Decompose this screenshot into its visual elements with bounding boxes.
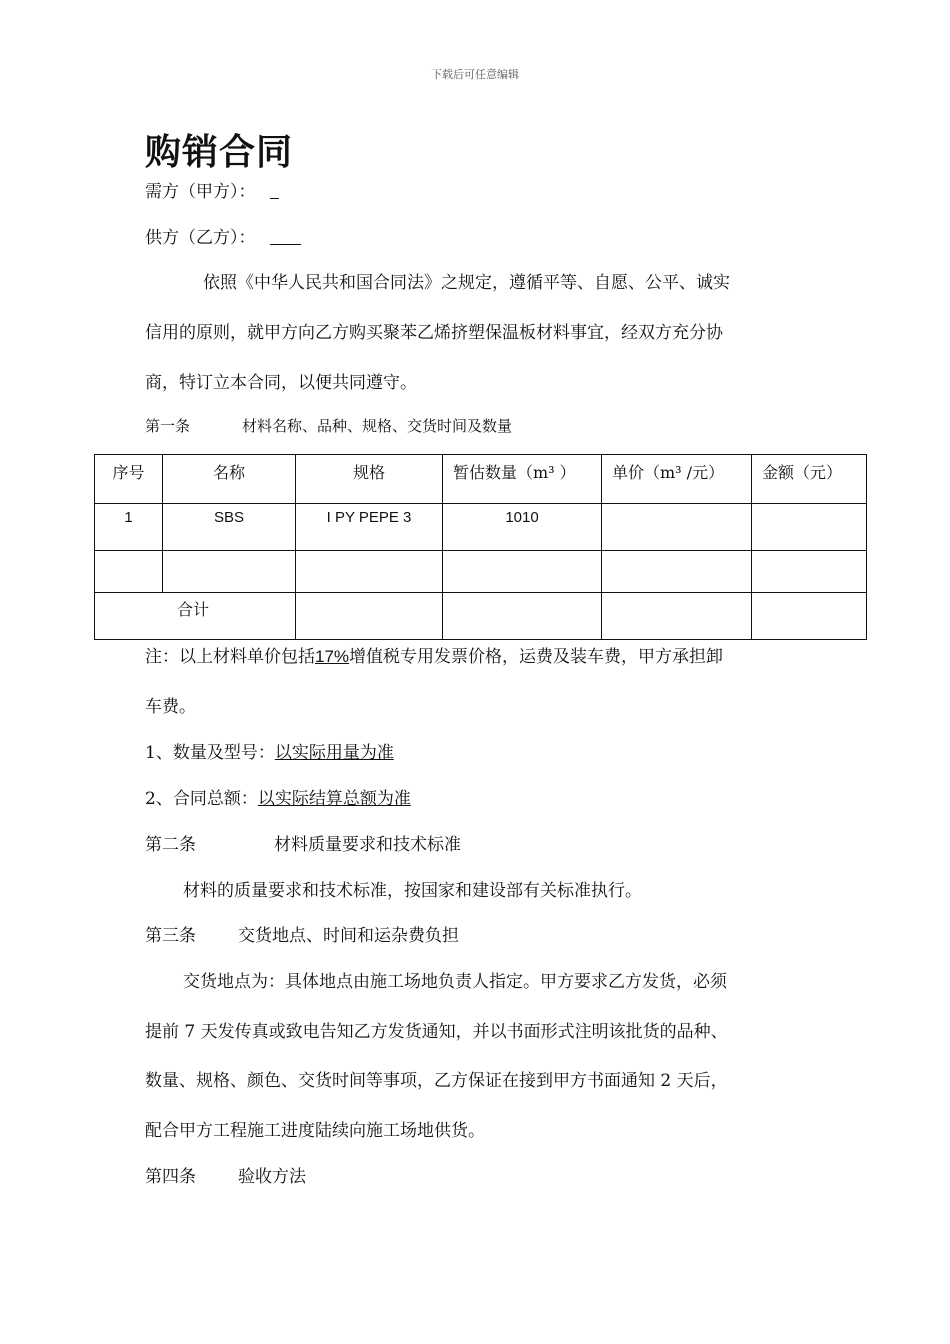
cell-empty[interactable]: [602, 551, 752, 593]
cell-empty[interactable]: [163, 551, 296, 593]
cell-empty[interactable]: [443, 551, 602, 593]
header-cell-name: 名称: [163, 455, 296, 504]
item-1-line: [145, 738, 400, 763]
item-1-label: 1、数量及型号：: [145, 743, 275, 763]
cell-total-label: 合计: [95, 593, 296, 640]
item-2-value: 以实际结算总额为准: [257, 789, 411, 809]
page-header: 下载后可任意编辑: [431, 68, 519, 81]
table-total-row: [95, 593, 867, 640]
table-header-row: [95, 455, 867, 504]
cell-index: 1: [95, 504, 163, 551]
article-2-number: 第二条: [145, 835, 196, 855]
note-after: 增值税专用发票价格，运费及装车费，甲方承担卸: [349, 647, 724, 667]
article-1-heading: [145, 415, 512, 436]
cell-spec: I PY PEPE 3: [296, 504, 443, 551]
party-b-label: 供方（乙方）：: [145, 228, 256, 248]
header-cell-spec: 规格: [296, 455, 443, 504]
cell-total-empty[interactable]: [296, 593, 443, 640]
cell-total-empty[interactable]: [443, 593, 602, 640]
article-3-heading: [145, 921, 459, 946]
cell-empty[interactable]: [95, 551, 163, 593]
table-row: [95, 504, 867, 551]
cell-empty[interactable]: [296, 551, 443, 593]
article-3-line-1: 交货地点为：具体地点由施工场地负责人指定。甲方要求乙方发货，必须: [183, 972, 727, 992]
note-before: 注：以上材料单价包括: [145, 647, 315, 667]
cell-quantity: 1010: [443, 504, 602, 551]
cell-name: SBS: [163, 504, 296, 551]
article-1-number: 第一条: [145, 417, 191, 435]
header-cell-index: 序号: [95, 455, 163, 504]
intro-line-3: 商，特订立本合同，以便共同遵守。: [145, 373, 417, 393]
note-tax-rate: 17%: [315, 647, 350, 666]
item-2-line: [145, 784, 417, 809]
item-2-label: 2、合同总额：: [145, 789, 258, 809]
article-2-heading: [145, 830, 461, 855]
note-line-2: 车费。: [145, 697, 196, 717]
item-1-value: 以实际用量为准: [274, 743, 394, 763]
party-a-label: 需方（甲方）：: [145, 182, 256, 202]
article-4-heading: [145, 1162, 306, 1187]
document-title: 购销合同: [145, 132, 294, 173]
table-row-empty: [95, 551, 867, 593]
article-2-text: 材料的质量要求和技术标准，按国家和建设部有关标准执行。: [183, 881, 642, 901]
article-2-title: 材料质量要求和技术标准: [274, 835, 461, 855]
article-3-number: 第三条: [145, 926, 196, 946]
article-3-title: 交货地点、时间和运杂费负担: [238, 926, 459, 946]
cell-unit-price[interactable]: [602, 504, 752, 551]
cell-amount[interactable]: [752, 504, 867, 551]
article-3-line-2: 提前 7 天发传真或致电告知乙方发货通知，并以书面形式注明该批货的品种、: [145, 1022, 728, 1042]
party-a-line: [145, 177, 279, 202]
intro-line-1: 依照《中华人民共和国合同法》之规定，遵循平等、自愿、公平、诚实: [203, 273, 730, 293]
article-3-line-3: 数量、规格、颜色、交货时间等事项，乙方保证在接到甲方书面通知 2 天后，: [145, 1071, 728, 1091]
party-b-line: [145, 223, 301, 248]
article-3-line-4: 配合甲方工程施工进度陆续向施工场地供货。: [145, 1121, 485, 1141]
cell-empty[interactable]: [752, 551, 867, 593]
header-cell-quantity: 暂估数量（m³ ）: [443, 455, 602, 504]
party-a-blank[interactable]: [270, 182, 279, 199]
header-cell-unit-price: 单价（m³ /元）: [602, 455, 752, 504]
note-line-1: [145, 642, 723, 667]
materials-table: [94, 454, 867, 640]
intro-line-2: 信用的原则，就甲方向乙方购买聚苯乙烯挤塑保温板材料事宜，经双方充分协: [145, 323, 723, 343]
cell-total-empty[interactable]: [602, 593, 752, 640]
header-cell-amount: 金额（元）: [752, 455, 867, 504]
article-4-number: 第四条: [145, 1167, 196, 1187]
article-1-title: 材料名称、品种、规格、交货时间及数量: [242, 417, 513, 435]
article-4-title: 验收方法: [238, 1167, 306, 1187]
party-b-blank[interactable]: [270, 228, 301, 245]
cell-total-amount[interactable]: [752, 593, 867, 640]
